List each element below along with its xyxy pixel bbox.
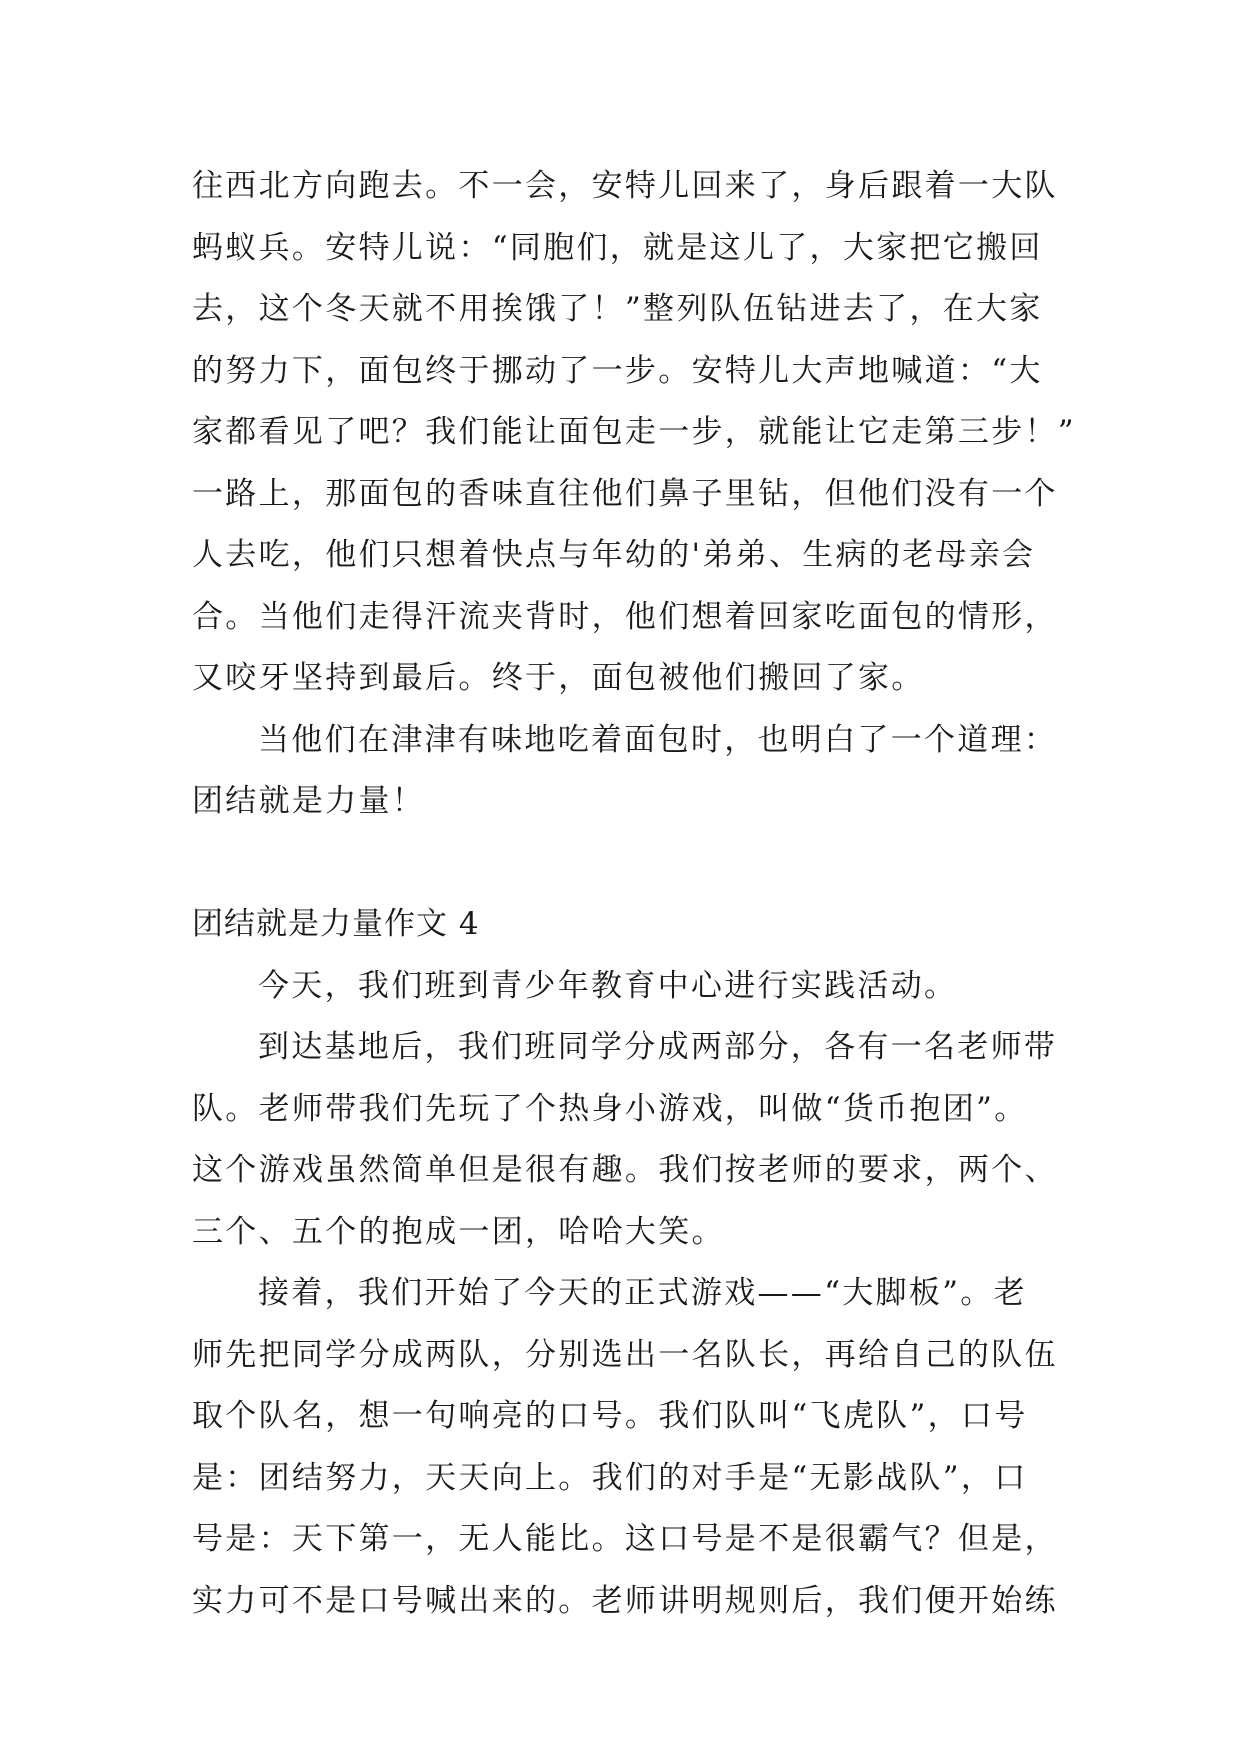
text-line: 当他们在津津有味地吃着面包时，也明白了一个道理： [258, 721, 1058, 758]
text-line: 一路上，那面包的香味直往他们鼻子里钻，但他们没有一个 [192, 475, 1058, 512]
text-line: 又咬牙坚持到最后。终于，面包被他们搬回了家。 [192, 660, 925, 696]
paragraph-2 [192, 1017, 1072, 1263]
conclusion-paragraph [192, 710, 1072, 833]
text-line: 取个队名，想一句响亮的口号。我们队叫“飞虎队”，口号 [192, 1398, 1028, 1434]
text-line: 接着，我们开始了今天的正式游戏——“大脚板”。老 [258, 1275, 1027, 1311]
section-title: 团结就是力量作文 4 [192, 906, 480, 942]
document-page [192, 156, 1076, 1632]
text-line: 的努力下，面包终于挪动了一步。安特儿大声地喊道：“大 [192, 352, 1043, 389]
section-spacer [192, 833, 1072, 895]
text-line: 号是：天下第一，无人能比。这口号是不是很霸气？但是， [192, 1521, 1058, 1557]
text-line: 三个、五个的抱成一团，哈哈大笑。 [192, 1213, 725, 1250]
text-line: 人去吃，他们只想着快点与年幼的'弟弟、生病的老母亲会 [192, 537, 1036, 573]
text-line: 队。老师带我们先玩了个热身小游戏，叫做“货币抱团”。 [192, 1090, 1028, 1127]
paragraph-1 [192, 956, 1072, 1018]
text-line: 去，这个冬天就不用挨饿了！”整列队伍钻进去了，在大家 [192, 291, 1043, 327]
text-line: 是：团结努力，天天向上。我们的对手是“无影战队”，口 [192, 1459, 1028, 1496]
text-line: 家都看见了吧？我们能让面包走一步，就能让它走第三步！” [192, 414, 1076, 450]
text-line: 实力可不是口号喊出来的。老师讲明规则后，我们便开始练 [192, 1582, 1058, 1619]
text-line: 到达基地后，我们班同学分成两部分，各有一名老师带 [258, 1029, 1058, 1065]
paragraph-3 [192, 1263, 1072, 1632]
text-line: 这个游戏虽然简单但是很有趣。我们按老师的要求，两个、 [192, 1152, 1058, 1188]
text-line: 今天，我们班到青少年教育中心进行实践活动。 [258, 967, 958, 1004]
text-line: 团结就是力量！ [192, 783, 426, 819]
text-line: 合。当他们走得汗流夹背时，他们想着回家吃面包的情形， [192, 598, 1058, 635]
text-line: 蚂蚁兵。安特儿说：“同胞们，就是这儿了，大家把它搬回 [192, 229, 1043, 266]
text-line: 师先把同学分成两队，分别选出一名队长，再给自己的队伍 [192, 1336, 1058, 1373]
text-line: 往西北方向跑去。不一会，安特儿回来了，身后跟着一大队 [192, 168, 1058, 204]
continued-paragraph [192, 156, 1076, 710]
